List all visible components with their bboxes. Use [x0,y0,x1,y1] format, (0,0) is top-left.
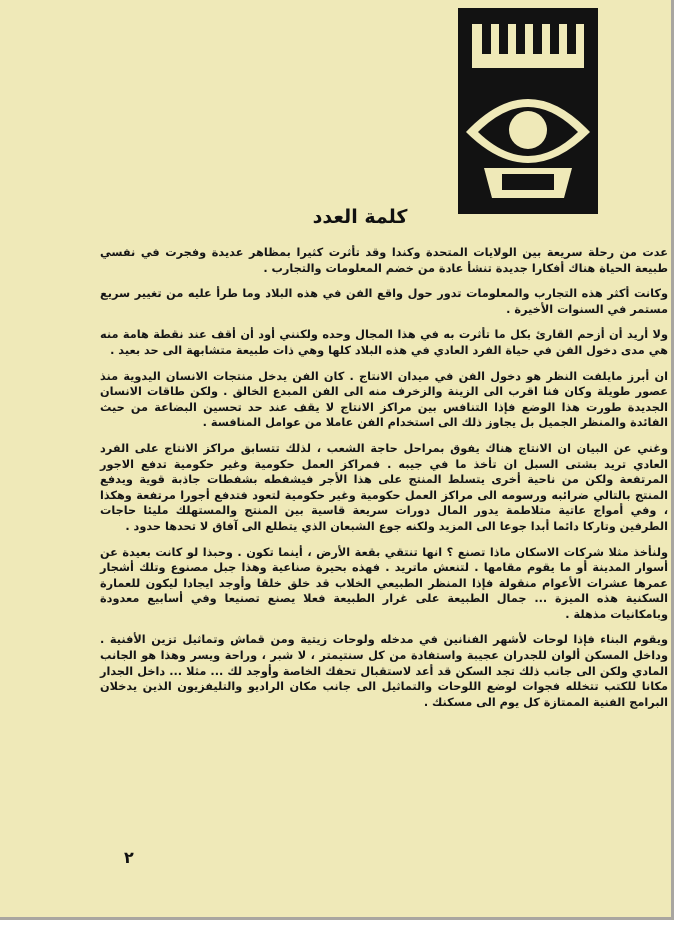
paragraph: وكانت أكثر هذه التجارب والمعلومات تدور حول واقع الفن في هذه البلاد وما طرأ عليه من تغيير سريع مستمر في السنوات الأخيرة . [100,287,668,316]
article-title: كلمة العدد [312,206,408,228]
paragraph: ولنأخذ مثلا شركات الاسكان ماذا تصنع ؟ انها تنتقي بقعة الأرض ، أينما تكون . وحبذا لو كانت بعيدة عن أسوار المدينة أو ما يقوم مقامها . لتنعش ماتريد . فهذه بحيرة صناعية وهذا جبل مصنوع وتلك أشجار عمرها عشرات الأعوام منقولة فإذا المنظر الطبيعي الخلاب قد خلق خلقا وأوجد ايجادا ليكون للعمارة السكنية هذه الميزة ... جمال الطبيعة على غرار الطبيعة فعلا يصنع تصنيعا وفي أسابيع معدودة وبامكانيات مذهلة . [100,545,668,621]
paragraph: ويقوم البناء فإذا لوحات لأشهر الفنانين في مدخله ولوحات زيتية ومن قماش وتماثيل تزين الأفنية . وداخل المسكن ألوان للجدران عجيبة واستفادة من كل سنتيمتر ، لا شبر ، وراحة ويسر وهذا هو الجانب المادي ولكن الى جانب ذلك تجد السكن قد أعد لاستقبال تحفك الخاصة وأوجد لك ... مثلا ... داخل الجدار مكانا للكتب تتخلله فجوات لوضع اللوحات والتماثيل الى جانب مكان الراديو والتليفزيون الذين يدخلان البرامج الفنية الممتازة كل يوم الى مسكنك . [100,633,668,709]
page-number: ٢ [124,848,134,867]
paragraph: ولا أريد أن أزحم القارئ بكل ما تأثرت به في هذا المجال وحده ولكنني أود أن أقف عند نقطة هامة منه هي مدى دخول الفن في حياة الفرد العادي في هذه البلاد كلها وهي ذات طبيعة متشابهة الى حد بعيد . [100,328,668,357]
paragraph: وغني عن البيان ان الانتاج هناك يفوق بمراحل حاجة الشعب ، لذلك تتسابق مراكز الانتاج على الفرد العادي تريد بشتى السبل ان تأخذ ما في جيبه . فمراكز العمل حكومية وغير حكومية تدفع الاجور المرتفعة ولكن من ناحية أخرى يتسلط المنتج على هذا الأجر فيشفطه بشفطات جاذبة قوية ويدفع المنتج بالتالي ضرائبه ورسومه الى مراكز العمل حكومية وغير حكومية لتعود فتدفع أجورا مرتفعة وهكذا ، وفي أمواج عاتية متلاطمة يدور المال دورات سريعة قاسية بين المنتج والمستهلك مليئا حاجات الطرفين وتاركا دائما أبدا جوعا الى المزيد ولكنه جوع الشبعان الذي يتطلع الى آفاق لا تحدها حدود . [100,441,668,533]
article-body [100,245,668,720]
paragraph: عدت من رحلة سريعة بين الولايات المتحدة وكندا وقد تأثرت كثيرا بمظاهر عديدة وفجرت في نفسي طبيعة الحياة هناك أفكارا جديدة تنشأ عادة من خضم المعلومات والتجارب . [100,246,668,275]
stylized-eye-emblem-icon [458,8,598,214]
paragraph: ان أبرز مايلفت النظر هو دخول الفن في ميدان الانتاج . كان الفن يدخل منتجات الانسان اليدوية منذ عصور طويلة وكان فنا اقرب الى الزينة والزخرف منه الى الفن المبدع الخالق . ولكن طاقات الانسان الجديدة طورت هذا الوضع فإذا التنافس بين مراكز الانتاج لا يقف عند حد تحسين البضاعة من حيث الفائدة والمنظر الجميل بل يجاوز ذلك الى استخدام الفن عاملا من عوامل المنافسة . [100,369,668,430]
